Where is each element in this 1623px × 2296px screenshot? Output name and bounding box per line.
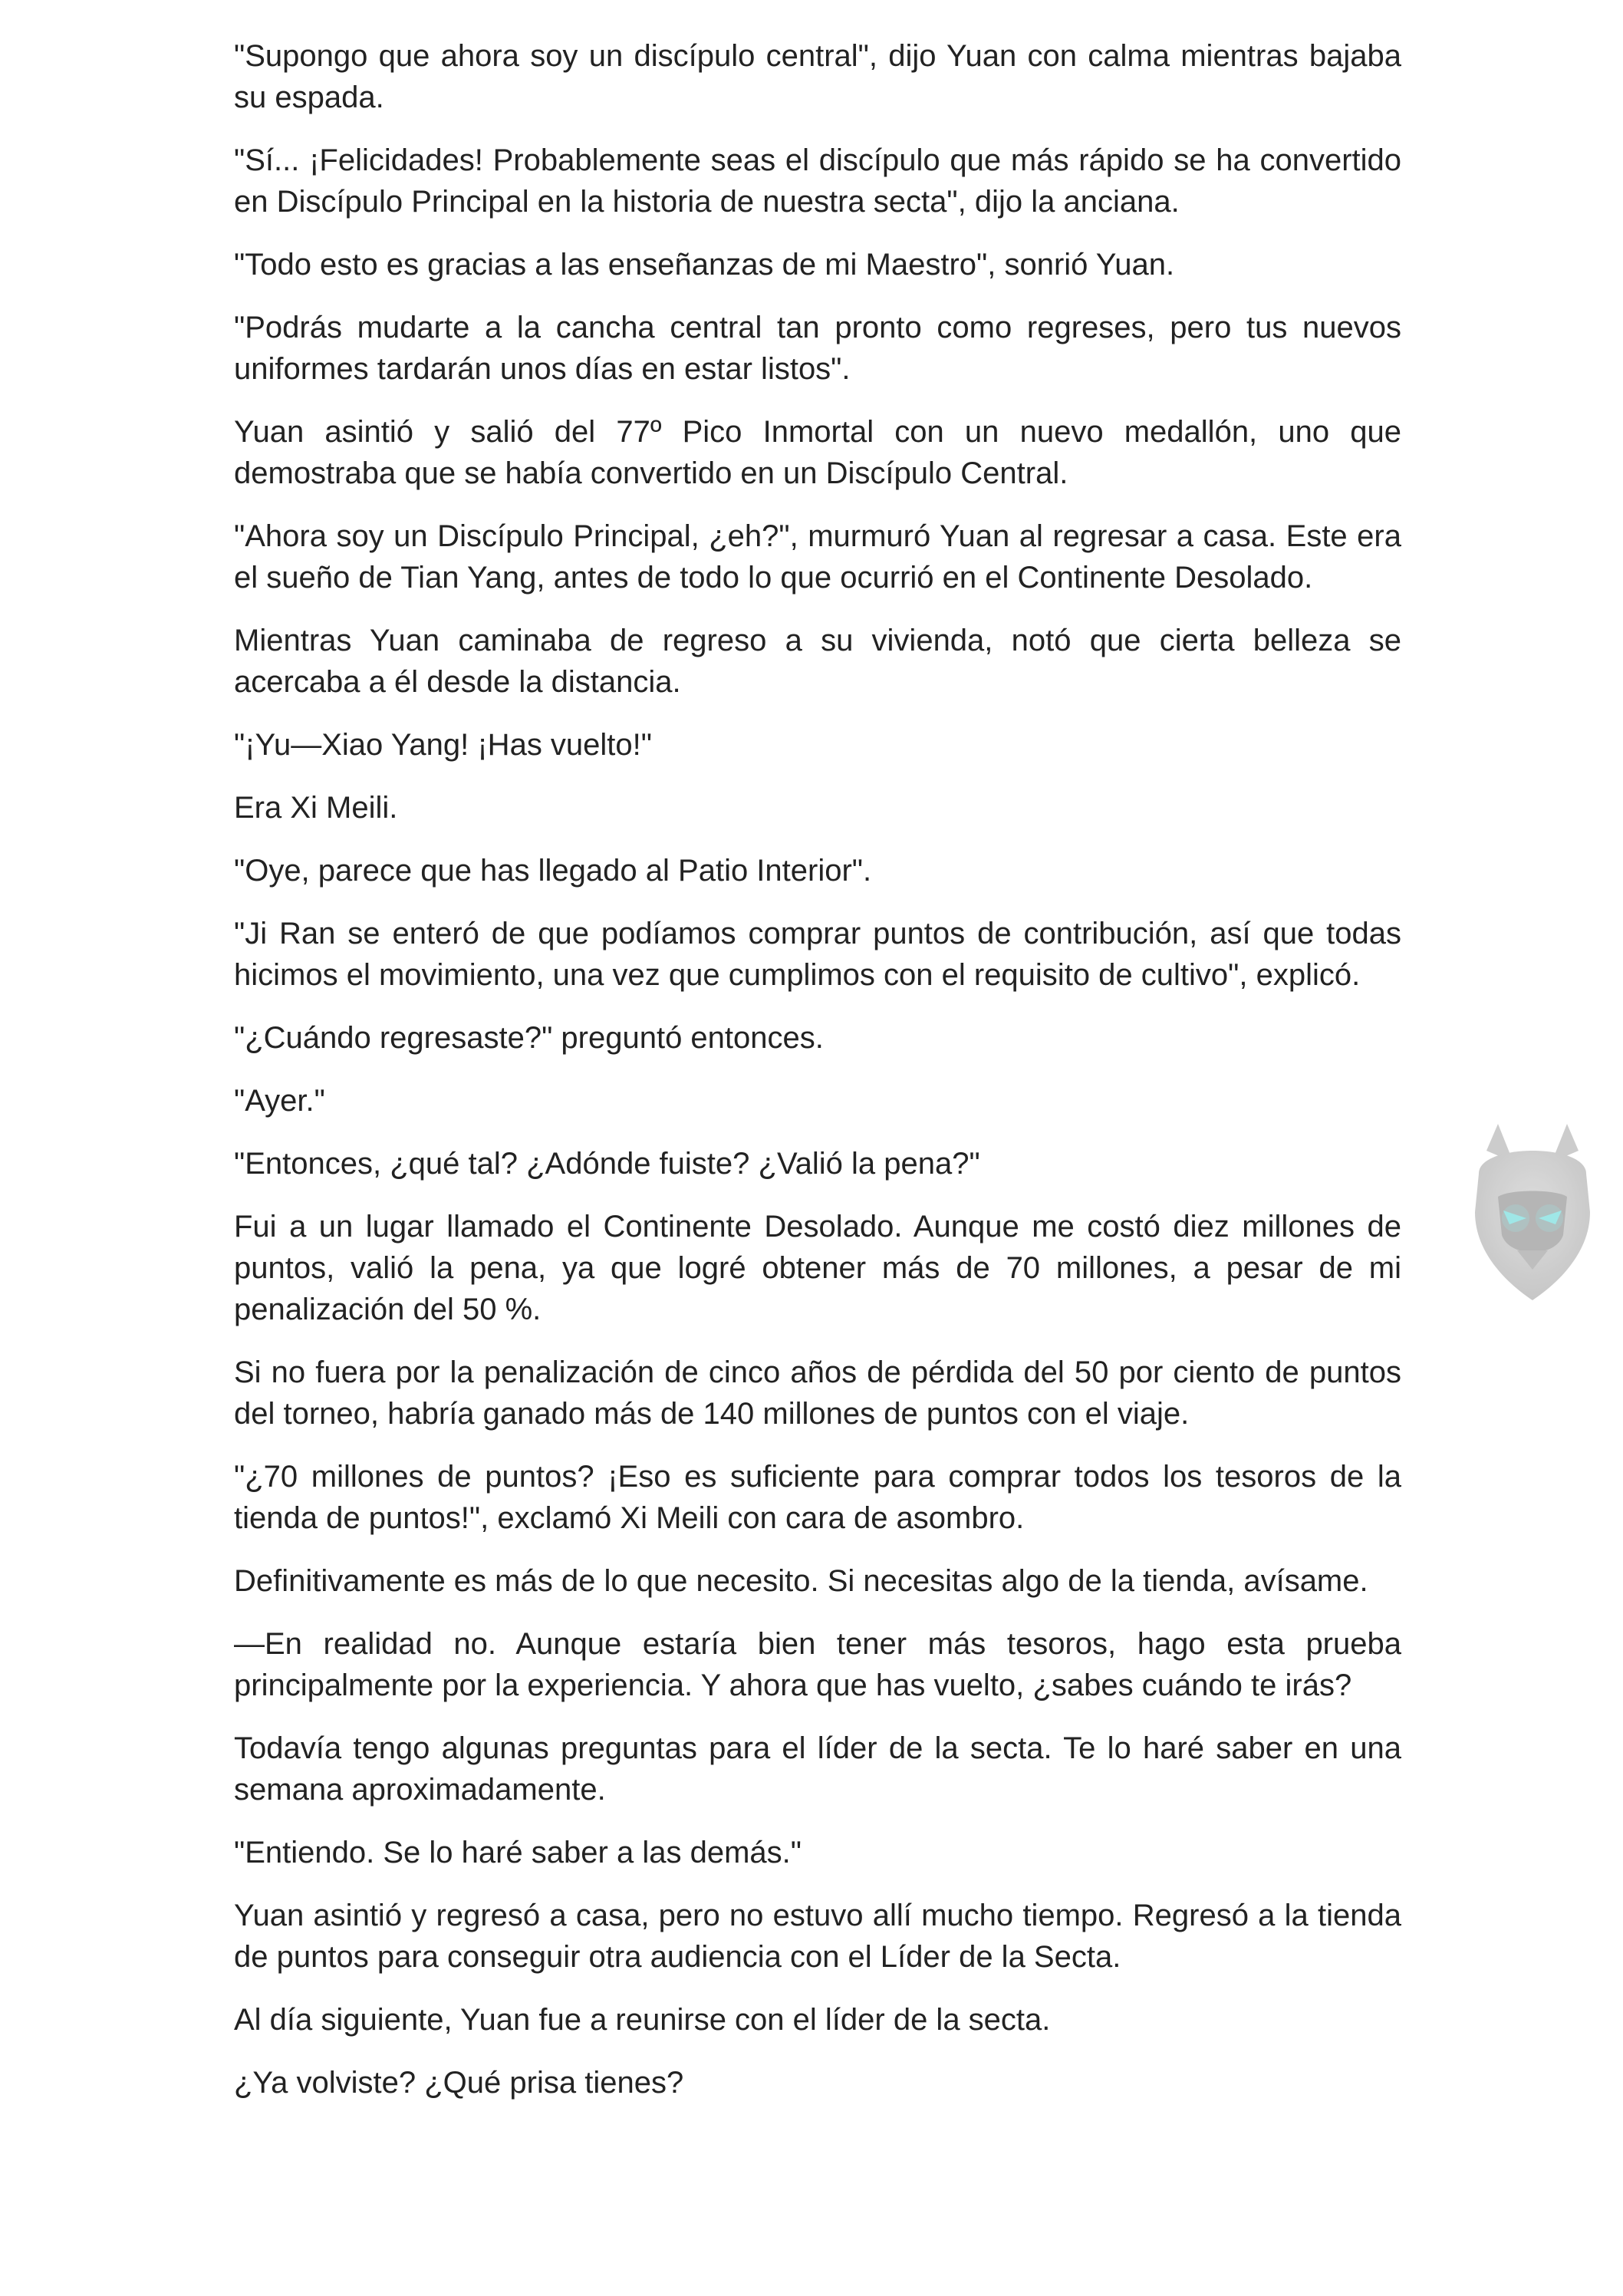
paragraph: —En realidad no. Aunque estaría bien tener más tesoros, hago esta prueba principalmente por la experiencia. Y ahora que has vuelto, ¿sabes cuándo te irás? [234, 1627, 1401, 1702]
paragraph: "Supongo que ahora soy un discípulo central", dijo Yuan con calma mientras bajaba su espada. [234, 39, 1401, 114]
paragraph: "Entiendo. Se lo haré saber a las demás." [234, 1836, 802, 1869]
paragraph: "Todo esto es gracias a las enseñanzas de mi Maestro", sonrió Yuan. [234, 248, 1175, 282]
paragraph: ¿Ya volviste? ¿Qué prisa tienes? [234, 2066, 684, 2100]
paragraph: "Podrás mudarte a la cancha central tan pronto como regreses, pero tus nuevos uniformes tardarán unos días en estar listos". [234, 311, 1401, 386]
paragraph: Mientras Yuan caminaba de regreso a su vivienda, notó que cierta belleza se acercaba a él desde la distancia. [234, 624, 1401, 699]
paragraph: Fui a un lugar llamado el Continente Desolado. Aunque me costó diez millones de puntos, valió la pena, ya que logré obtener más de 70 millones, a pesar de mi penalización del 50 %. [234, 1210, 1401, 1326]
paragraph: "¿70 millones de puntos? ¡Eso es suficiente para comprar todos los tesoros de la tienda de puntos!", exclamó Xi Meili con cara de asombro. [234, 1460, 1401, 1535]
paragraph: "¿Cuándo regresaste?" preguntó entonces. [234, 1021, 824, 1055]
paragraph: Definitivamente es más de lo que necesito. Si necesitas algo de la tienda, avísame. [234, 1564, 1368, 1598]
paragraph: Era Xi Meili. [234, 791, 398, 825]
paragraph: "Sí... ¡Felicidades! Probablemente seas el discípulo que más rápido se ha convertido en Discípulo Principal en la historia de nuestra secta", dijo la anciana. [234, 143, 1401, 219]
paragraph: "Ahora soy un Discípulo Principal, ¿eh?", murmuró Yuan al regresar a casa. Este era el sueño de Tian Yang, antes de todo lo que ocurrió en el Continente Desolado. [234, 519, 1401, 595]
paragraph: "Ji Ran se enteró de que podíamos comprar puntos de contribución, así que todas hicimos el movimiento, una vez que cumplimos con el requisito de cultivo", explicó. [234, 917, 1401, 992]
paragraph: "Oye, parece que has llegado al Patio Interior". [234, 854, 872, 888]
paragraph: Todavía tengo algunas preguntas para el líder de la secta. Te lo haré saber en una semana aproximadamente. [234, 1731, 1401, 1807]
demon-head-icon [1456, 1120, 1609, 1304]
paragraph: Yuan asintió y salió del 77º Pico Inmortal con un nuevo medallón, uno que demostraba que se había convertido en un Discípulo Central. [234, 415, 1401, 490]
paragraph: "¡Yu—Xiao Yang! ¡Has vuelto!" [234, 728, 652, 762]
paragraph: Si no fuera por la penalización de cinco años de pérdida del 50 por ciento de puntos del torneo, habría ganado más de 140 millones de puntos con el viaje. [234, 1356, 1401, 1431]
paragraph: "Ayer." [234, 1084, 325, 1118]
paragraph: Yuan asintió y regresó a casa, pero no estuvo allí mucho tiempo. Regresó a la tienda de puntos para conseguir otra audiencia con el Líder de la Secta. [234, 1899, 1401, 1974]
paragraph: "Entonces, ¿qué tal? ¿Adónde fuiste? ¿Valió la pena?" [234, 1147, 980, 1181]
document-body [234, 35, 1401, 2125]
paragraph: Al día siguiente, Yuan fue a reunirse con el líder de la secta. [234, 2003, 1051, 2037]
